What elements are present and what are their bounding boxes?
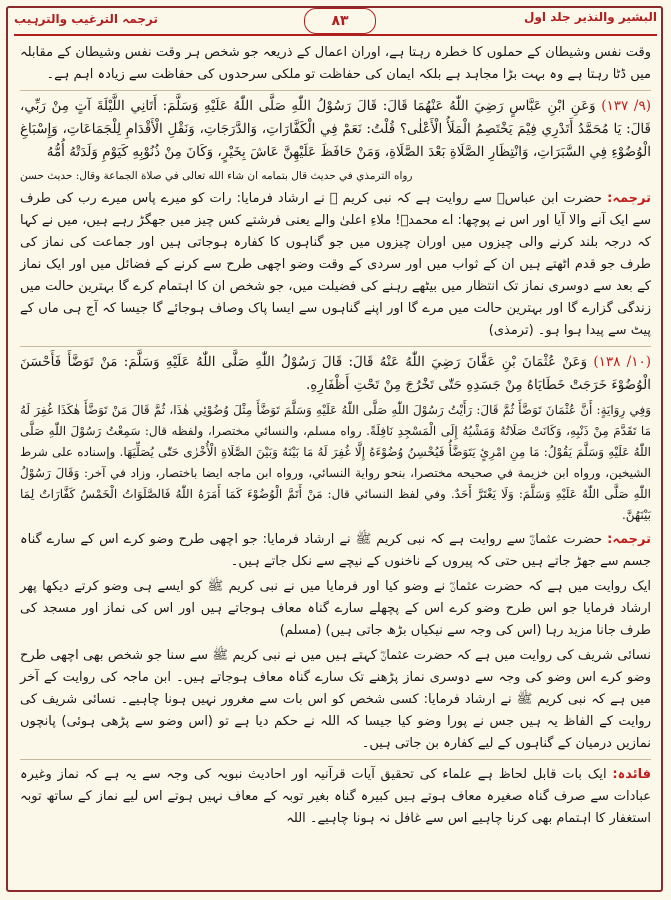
note-label: فائدہ:	[612, 767, 651, 782]
translation-text-2: حضرت عثمانؓ سے روایت ہے کہ نبی کریم ﷺ نے ارشاد فرمایا: جو اچھی طرح وضو کرے اس کے سارے گناہ جسم سے جھڑ جاتے ہیں حتی کہ پیروں کے ناخنوں کے نیچے سے نکل جاتے ہیں۔	[20, 532, 651, 569]
hadith-arabic-1	[20, 95, 651, 164]
intro-paragraph: وقت نفس وشیطان کے حملوں کا خطرہ رہتا ہے، اوران اعمال کے ذریعہ جو شخص ہر وقت نفس وشیطان کے مقابلہ میں ڈٹا رہتا ہے وہ بہت بڑا مجاہد ہے بلکہ ایمان کی حفاظت تو ملکی سرحدوں کی حفاظت سے زیادہ اہم ہے۔	[20, 45, 651, 82]
hadith-number-2: (۱۰/ ۱۳۸)	[593, 354, 651, 370]
hadith-number-1: (۹/ ۱۳۷)	[601, 98, 652, 114]
page-number: ۸۳	[304, 8, 376, 34]
header-rule	[14, 34, 657, 36]
hadith-text-2: وَعَنْ عُثْمَانَ بْنِ عَفَّانَ رَضِيَ اللّٰهُ عَنْهُ قَالَ: قَالَ رَسُوْلُ اللّٰهِ صَلَّى اللّٰهُ عَلَيْهِ وَسَلَّمَ: مَنْ تَوَضَّأَ فَأَحْسَنَ الْوُضُوْءَ خَرَجَتْ خَطَايَاهُ مِنْ جَسَدِهِ حَتّٰى تَخْرُجَ مِنْ تَحْتِ أَظْفَارِهِ.	[20, 354, 651, 393]
divider	[20, 90, 651, 91]
translation-label-2: ترجمہ:	[607, 532, 651, 547]
translation-2	[20, 529, 651, 573]
translation-2-para2: ایک روایت میں ہے کہ حضرت عثمانؓ نے وضو کیا اور فرمایا میں نے نبی کریم ﷺ کو ایسے ہی وضو کرتے دیکھا پھر ارشاد فرمایا جو اس طرح وضو کرے اس کے پچھلے سارے گناہ معاف ہوجاتے ہیں اور اس کی نماز اور مسجد کی طرف جانا مزید رہا (اس کی وجہ سے نیکیاں بڑھ جاتی ہیں) (مسلم)	[20, 579, 651, 638]
book-title-left: ترجمہ الترغیب والترہیب	[14, 12, 158, 26]
hadith-arabic-2b: وَفِي رِوَايَةٍ: أَنَّ عُثْمَانَ تَوَضَّأَ ثُمَّ قَالَ: رَأَيْتُ رَسُوْلَ اللّٰهِ صَلَّى اللّٰهُ عَلَيْهِ وَسَلَّمَ تَوَضَّأَ مِثْلَ وُضُوْئِي هٰذَا، ثُمَّ قَالَ مَنْ تَوَضَّأَ هٰكَذَا غُفِرَ لَهُ مَا تَقَدَّمَ مِنْ ذَنْبِهِ، وَكَانَتْ صَلَاتُهُ وَمَشْيُهُ إِلَى الْمَسْجِدِ نَافِلَةً. رواه مسلم، والنسائي مختصرا، ولفظه قال: سَمِعْتُ رَسُوْلَ اللّٰهِ صَلَّى اللّٰهُ عَلَيْهِ وَسَلَّمَ يَقُوْلُ: مَا مِنِ امْرِئٍ يَتَوَضَّأُ فَيُحْسِنُ وُضُوْءَهُ إِلَّا غُفِرَ لَهُ مَا بَيْنَهُ وَبَيْنَ الصَّلَاةِ الْأُخْرٰى حَتّٰى يُصَلِّيَهَا. وإسناده على شرط الشيخين، ورواه ابن خزيمة في صحيحه مختصرا، بنحو رواية النسائي، ورواه ابن ماجه ايضا باختصار، وزاد في آخر: وَقَالَ رَسُوْلُ اللّٰهِ صَلَّى اللّٰهُ عَلَيْهِ وَسَلَّمَ: وَلَا يَغْتَرَّ أَحَدٌ. وفي لفظ النسائي قال: مَنْ أَتَمَّ الْوُضُوْءَ كَمَا أَمَرَهُ اللّٰهُ فَالصَّلَوَاتُ الْخَمْسُ كَفَّارَاتٌ لِمَا بَيْنَهُنَّ.	[20, 403, 652, 522]
divider	[20, 346, 651, 347]
note-text: ایک بات قابل لحاظ ہے علماء کی تحقیق آیات قرآنیہ اور احادیث نبویہ کی وجہ سے یہ ہے کہ نماز وغیرہ عبادات سے صرف گناہ صغیرہ معاف ہوتے ہیں کبیرہ گناہ بغیر توبہ کے معاف نہیں ہوتے اس لیے نماز کے ساتھ توبہ استغفار کا اہتمام بھی کرنا چاہیے اس سے غافل نہ ہونا چاہیے۔ اللہ	[20, 767, 651, 826]
translation-label-1: ترجمہ:	[607, 191, 651, 206]
translation-text-1: حضرت ابن عباسؓ سے روایت ہے کہ نبی کریم ﷺ نے ارشاد فرمایا: رات کو میرے پاس میرے رب کی طرف سے ایک آنے والا آیا اور اس نے پوچھا: اے محمدؐ! ملاءِ اعلیٰ والے یعنی فرشتے کس چیز میں جھگڑ رہے ہیں، میں نے کہا کہ درجہ بلند کرنے والی چیزوں میں اوران چیزوں میں جو گناہوں کا کفارہ ہوجاتی ہیں اور جماعت کی نماز کی طرف جو قدم اٹھتے ہیں ان کے ثواب میں اور سردی کے وقت وضو اچھی طرح سے کرنے کے فضائل میں اور ایک نماز کے بعد سے دوسری نماز تک انتظار میں بیٹھے رہنے کی فضیلت میں، جو شخص ان کا اہتمام کرے گا بہترین حالت میں زندگی گزارے گا اور بہترین حالت میں مرے گا اور اپنے گناہوں سے ایسا پاک وصاف ہوجائے گا جیسا کہ آج ہی ماں کے پیٹ سے پیدا ہوا ہو۔ (ترمذی)	[20, 191, 651, 338]
note-paragraph	[20, 764, 651, 830]
translation-2-para3: نسائی شریف کی روایت میں ہے کہ حضرت عثمانؓ کہتے ہیں میں نے نبی کریم ﷺ سے سنا جو شخص بھی اچھی طرح وضو کرے اس وضو کی وجہ سے دوسری نماز پڑھنے تک سارے گناہ معاف ہوجاتے ہیں۔ ابن ماجہ کی روایت کے آخر میں ہے کہ نبی کریم ﷺ نے ارشاد فرمایا: کسی شخص کو اس بات سے مغرور نہیں ہونا چاہیے۔ نسائی شریف کی روایت کے الفاظ یہ ہیں جس نے پورا وضو کیا جیسا کہ اللہ نے حکم دیا ہے تو (اس وضو سے پڑھی ہوئی) پانچوں نمازیں درمیان کے گناہوں کے لیے کفارہ بن جاتی ہیں۔	[20, 648, 651, 751]
divider	[20, 759, 651, 760]
hadith-reference-1: رواه الترمذي في حديث قال بتمامه ان شاء الله تعالى في صلاة الجماعة وقال: حديث حسن	[20, 170, 413, 182]
page-content	[20, 42, 651, 892]
page-header	[14, 8, 657, 34]
translation-1	[20, 188, 651, 342]
hadith-text-1: وَعَنِ ابْنِ عَبَّاسٍ رَضِيَ اللّٰهُ عَنْهُمَا قَالَ: قَالَ رَسُوْلُ اللّٰهِ صَلَّى اللّٰهُ عَلَيْهِ وَسَلَّمَ: أَتَانِي اللَّيْلَةَ آتٍ مِنْ رَبِّي، قَالَ: يَا مُحَمَّدُ أَتَدْرِي فِيْمَ يَخْتَصِمُ الْمَلَأُ الْأَعْلٰى؟ قُلْتُ: نَعَمْ فِي الْكَفَّارَاتِ، وَالدَّرَجَاتِ، وَنَقْلِ الْأَقْدَامِ لِلْجَمَاعَاتِ، وَإِسْبَاغِ الْوُضُوْءِ فِي السَّبَرَاتِ، وَانْتِظَارِ الصَّلَاةِ بَعْدَ الصَّلَاةِ، وَمَنْ حَافَظَ عَلَيْهِنَّ عَاشَ بِخَيْرٍ، وَكَانَ مِنْ ذُنُوْبِهِ كَيَوْمِ وَلَدَتْهُ أُمُّهُ	[20, 98, 651, 160]
hadith-arabic-2	[20, 351, 651, 397]
book-title-right: البشیر والنذیر جلد اول	[524, 10, 657, 24]
